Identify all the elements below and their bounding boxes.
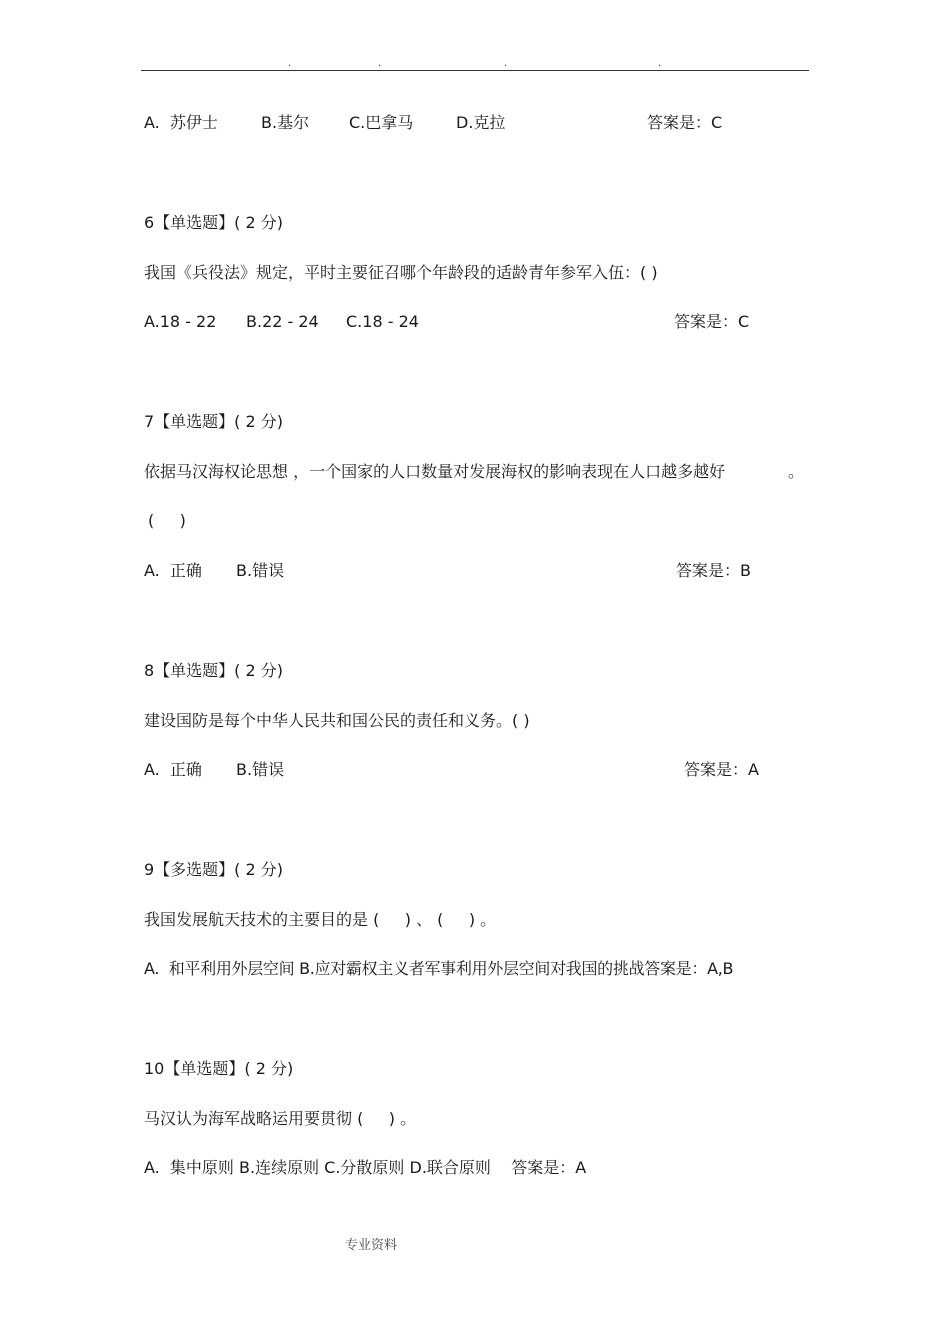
question-stem: 建设国防是每个中华人民共和国公民的责任和义务。( ) xyxy=(144,711,530,730)
option-d: D.克拉 xyxy=(456,113,506,132)
footer-text: 专业资料 xyxy=(345,1238,398,1253)
question-heading: 9【多选题】( 2 分) xyxy=(144,860,284,879)
question-stem: 我国《兵役法》规定，平时主要征召哪个年龄段的适龄青年参军入伍：( ) xyxy=(144,263,658,282)
answer-paren: ( ) xyxy=(148,511,186,530)
question-heading: 6【单选题】( 2 分) xyxy=(144,213,284,232)
options-line: A. 集中原则 B.连续原则 C.分散原则 D.联合原则 答案是：A xyxy=(144,1158,587,1177)
answer-text: 答案是：C xyxy=(647,113,723,132)
option-a: A. 正确 xyxy=(144,561,202,580)
answer-text: 答案是：B xyxy=(676,561,751,580)
header-dot: . xyxy=(288,58,292,69)
question-heading: 8【单选题】( 2 分) xyxy=(144,661,284,680)
header-dot: . xyxy=(658,58,662,69)
question-stem: 依据马汉海权论思想 ，一个国家的人口数量对发展海权的影响表现在人口越多越好 xyxy=(144,462,726,481)
option-b: B.错误 xyxy=(236,760,285,779)
option-a: A.18 - 22 xyxy=(144,312,217,331)
header-dot: . xyxy=(378,58,382,69)
question-stem-end: 。 xyxy=(788,462,805,481)
answer-text: 答案是：A xyxy=(684,760,759,779)
question-stem: 我国发展航天技术的主要目的是 ( ) 、 ( ) 。 xyxy=(144,910,497,929)
header-dot: . xyxy=(504,58,508,69)
question-stem: 马汉认为海军战略运用要贯彻 ( ) 。 xyxy=(144,1109,417,1128)
question-heading: 7【单选题】( 2 分) xyxy=(144,412,284,431)
header-rule xyxy=(141,70,809,71)
option-a: A. 正确 xyxy=(144,760,202,779)
option-b: B.22 - 24 xyxy=(246,312,319,331)
question-heading: 10【单选题】( 2 分) xyxy=(144,1059,294,1078)
option-b: B.错误 xyxy=(236,561,285,580)
option-b: B.基尔 xyxy=(261,113,310,132)
options-line: A. 和平利用外层空间 B.应对霸权主义者军事利用外层空间对我国的挑战答案是：A,B xyxy=(144,959,734,978)
option-c: C.巴拿马 xyxy=(349,113,414,132)
answer-text: 答案是：C xyxy=(674,312,750,331)
option-a: A. 苏伊士 xyxy=(144,113,218,132)
option-c: C.18 - 24 xyxy=(346,312,419,331)
